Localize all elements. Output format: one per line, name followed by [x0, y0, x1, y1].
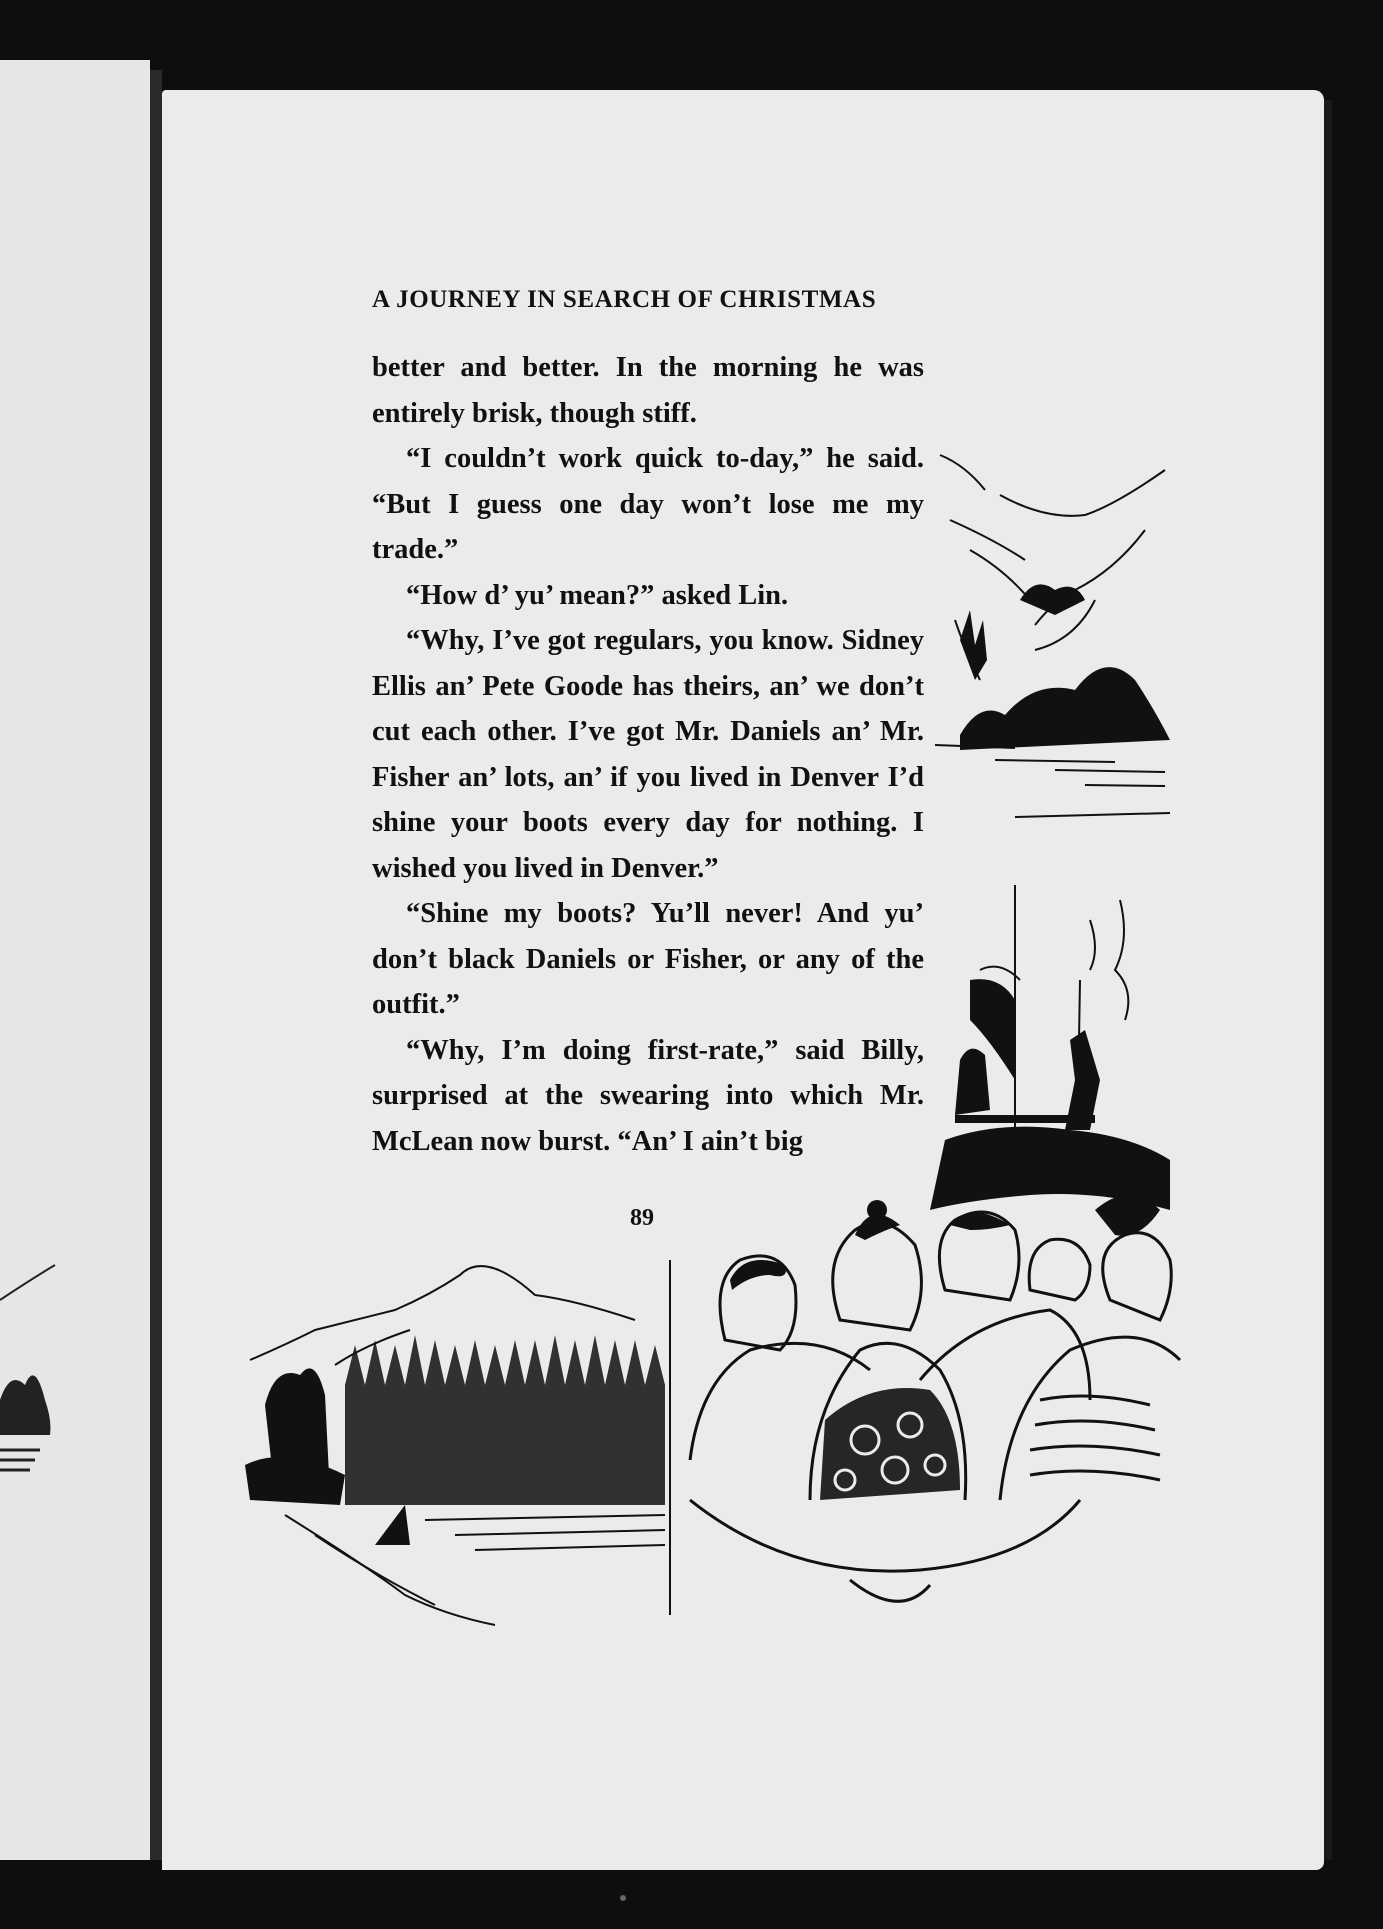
- page-mark: [620, 1895, 626, 1901]
- mountain-lake-illustration: [935, 450, 1175, 820]
- paragraph: “Why, I’m doing first-rate,” said Billy, surprised at the swearing into which Mr. McLean now burst. “An’ I ain’t big: [372, 1034, 924, 1157]
- mountain-forest-illustration: [245, 1245, 675, 1625]
- facing-page-edge: [0, 60, 150, 1860]
- paragraph: “How d’ yu’ mean?” asked Lin.: [406, 579, 789, 611]
- paragraph: “Shine my boots? Yu’ll never! And yu’ don’t black Daniels or Fisher, or any of the outfit.”: [372, 898, 924, 1020]
- left-page-illustration: [0, 1260, 150, 1580]
- paragraph: “I couldn’t work quick to-day,” he said. “But I guess one day won’t lose me my trade.”: [372, 443, 924, 565]
- book-gutter: [150, 70, 162, 1860]
- page-number: 89: [630, 1205, 654, 1231]
- paragraph: better and better. In the morning he was entirely brisk, though stiff.: [372, 352, 924, 429]
- running-head: A JOURNEY IN SEARCH OF CHRISTMAS: [372, 286, 877, 313]
- page-edge-shadow: [1324, 100, 1332, 1860]
- paragraph: “Why, I’ve got regulars, you know. Sidney Ellis an’ Pete Goode has theirs, an’ we don’t cut each other. I’ve got Mr. Daniels an’ Mr. Fisher an’ lots, an’ if you lived in Denver I’d shine your boots every day for nothing. I wished you lived in Denver.”: [372, 625, 924, 884]
- theater-audience-illustration: [670, 880, 1190, 1640]
